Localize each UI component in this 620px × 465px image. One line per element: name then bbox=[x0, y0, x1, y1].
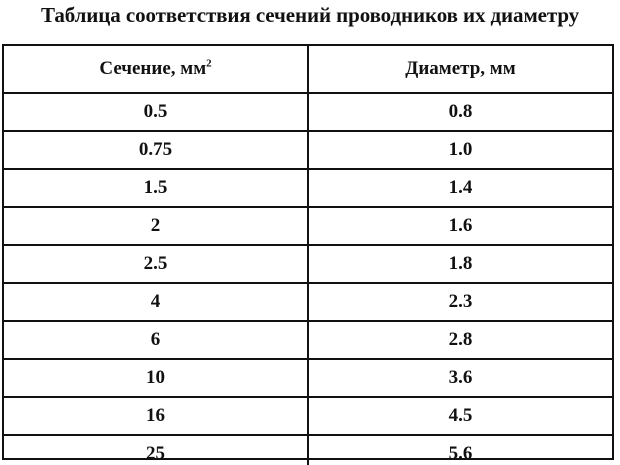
table-row bbox=[4, 245, 612, 283]
cell-diameter: 4.5 bbox=[308, 397, 612, 435]
header-section-superscript: 2 bbox=[206, 57, 212, 70]
cell-diameter: 2.3 bbox=[308, 283, 612, 321]
cell-diameter: 2.8 bbox=[308, 321, 612, 359]
cell-section: 6 bbox=[4, 321, 308, 359]
cell-diameter: 0.8 bbox=[308, 93, 612, 131]
cell-section: 2 bbox=[4, 207, 308, 245]
table-row bbox=[4, 397, 612, 435]
table-row bbox=[4, 359, 612, 397]
cell-diameter: 3.6 bbox=[308, 359, 612, 397]
cell-diameter: 1.4 bbox=[308, 169, 612, 207]
table-row bbox=[4, 207, 612, 245]
table-row bbox=[4, 93, 612, 131]
conductor-table bbox=[2, 44, 614, 464]
cell-section: 2.5 bbox=[4, 245, 308, 283]
table-row bbox=[4, 169, 612, 207]
header-section-label: Сечение, мм bbox=[99, 58, 207, 79]
cell-section: 16 bbox=[4, 397, 308, 435]
cell-section: 25 bbox=[4, 435, 308, 465]
cell-section: 0.75 bbox=[4, 131, 308, 169]
table-row bbox=[4, 131, 612, 169]
cell-section: 0.5 bbox=[4, 93, 308, 131]
conductor-table-grid bbox=[4, 46, 612, 465]
cell-diameter: 1.6 bbox=[308, 207, 612, 245]
cell-section: 10 bbox=[4, 359, 308, 397]
cell-section: 4 bbox=[4, 283, 308, 321]
table-row bbox=[4, 435, 612, 465]
page-title: Таблица соответствия сечений проводников их диаметру bbox=[40, 3, 580, 27]
cell-diameter: 1.0 bbox=[308, 131, 612, 169]
cell-diameter: 1.8 bbox=[308, 245, 612, 283]
table-row bbox=[4, 321, 612, 359]
cell-section: 1.5 bbox=[4, 169, 308, 207]
table-header-row bbox=[4, 46, 612, 93]
header-diameter: Диаметр, мм bbox=[308, 46, 612, 93]
table-row bbox=[4, 283, 612, 321]
cell-diameter: 5.6 bbox=[308, 435, 612, 465]
header-section bbox=[4, 46, 308, 93]
